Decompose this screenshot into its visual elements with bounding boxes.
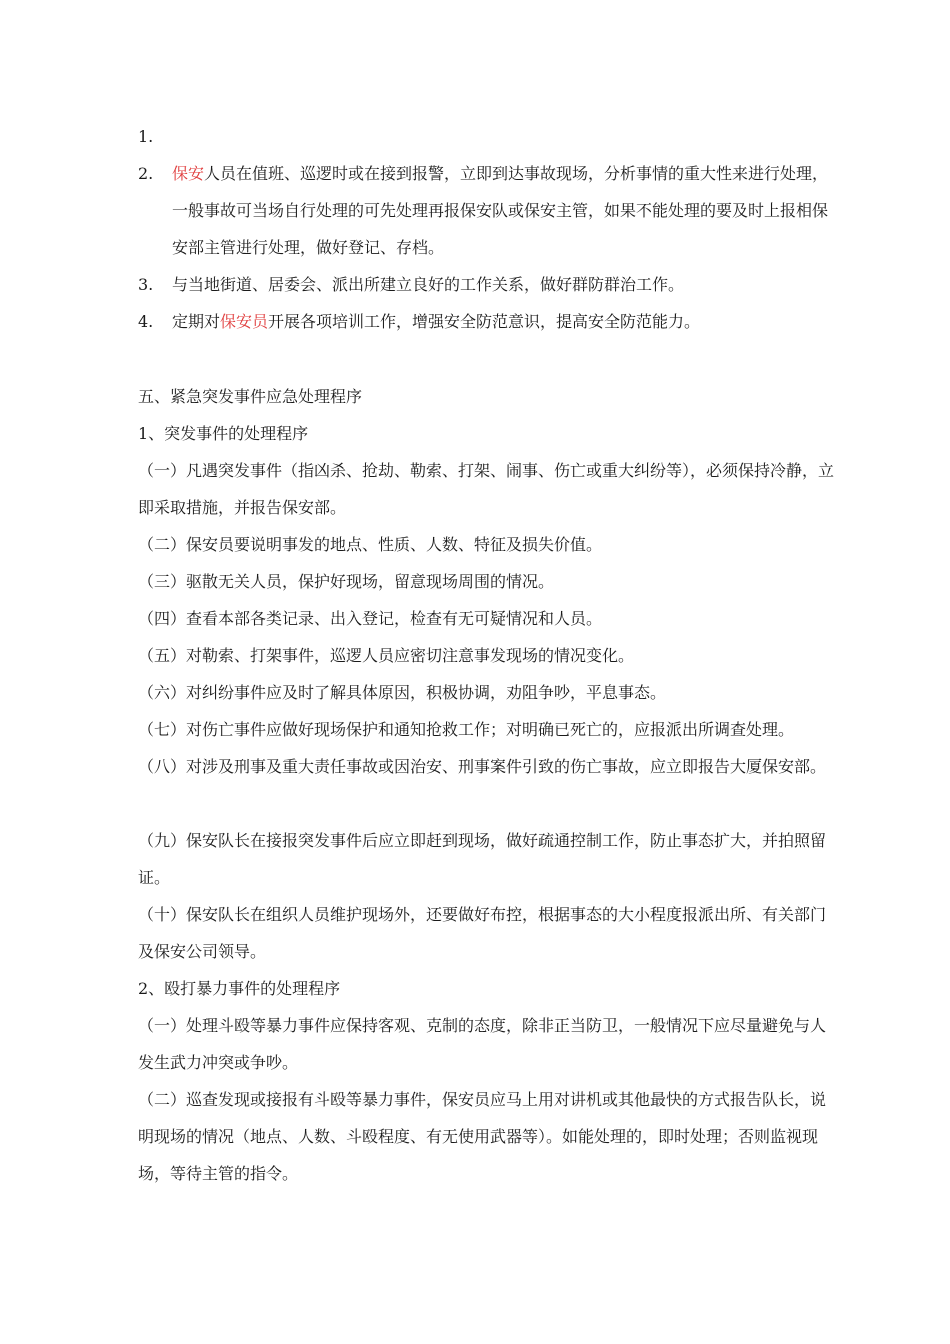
list-text [172,118,838,155]
list-text [172,303,838,340]
paragraph: （四）查看本部各类记录、出入登记，检查有无可疑情况和人员。 [138,609,603,628]
paragraph: （九）保安队长在接报突发事件后应立即赶到现场，做好疏通控制工作，防止事态扩大，并拍照留证。 [138,831,827,887]
subsection-heading: 2、殴打暴力事件的处理程序 [138,979,341,998]
highlighted-term: 保安员 [220,312,269,331]
list-text [172,155,838,266]
paragraph: （七）对伤亡事件应做好现场保护和通知抢救工作；对明确已死亡的，应报派出所调查处理。 [138,720,795,739]
highlighted-term: 保安 [172,164,205,183]
blank-line [138,785,838,822]
list-item [138,155,838,266]
numbered-list [138,118,838,340]
section-heading: 五、紧急突发事件应急处理程序 [138,387,363,406]
list-number: 4. [138,312,154,331]
list-number: 3. [138,275,154,294]
paragraph: （八）对涉及刑事及重大责任事故或因治安、刑事案件引致的伤亡事故，应立即报告大厦保安部。 [138,757,827,776]
paragraph: （十）保安队长在组织人员维护现场外，还要做好布控，根据事态的大小程度报派出所、有关部门及保安公司领导。 [138,905,827,961]
paragraph: （二）巡查发现或接报有斗殴等暴力事件，保安员应马上用对讲机或其他最快的方式报告队长，说明现场的情况（地点、人数、斗殴程度、有无使用武器等）。如能处理的，即时处理；否则监视现场，等待主管的指令。 [138,1090,827,1183]
paragraph: （二）保安员要说明事发的地点、性质、人数、特征及损失价值。 [138,535,603,554]
list-text-rest: 人员在值班、巡逻时或在接到报警，立即到达事故现场，分析事情的重大性来进行处理，一般事故可当场自行处理的可先处理再报保安队或保安主管，如果不能处理的要及时上报相保安部主管进行处理，做好登记、存档。 [172,164,829,257]
list-text-start: 定期对 [172,312,221,331]
list-text-rest: 开展各项培训工作，增强安全防范意识，提高安全防范能力。 [268,312,701,331]
list-number: 2. [138,164,154,183]
list-text: 与当地街道、居委会、派出所建立良好的工作关系，做好群防群治工作。 [172,275,685,294]
document-body [138,378,838,1192]
list-item [138,118,838,155]
paragraph: （一）处理斗殴等暴力事件应保持客观、克制的态度，除非正当防卫，一般情况下应尽量避免与人发生武力冲突或争吵。 [138,1016,827,1072]
paragraph: （五）对勒索、打架事件，巡逻人员应密切注意事发现场的情况变化。 [138,646,635,665]
list-item [138,266,838,303]
list-item [138,303,838,340]
list-number: 1. [138,127,154,146]
paragraph: （三）驱散无关人员，保护好现场，留意现场周围的情况。 [138,572,555,591]
paragraph: （一）凡遇突发事件（指凶杀、抢劫、勒索、打架、闹事、伤亡或重大纠纷等），必须保持冷静，立即采取措施，并报告保安部。 [138,461,835,517]
paragraph: （六）对纠纷事件应及时了解具体原因，积极协调，劝阻争吵，平息事态。 [138,683,667,702]
subsection-heading: 1、突发事件的处理程序 [138,424,309,443]
